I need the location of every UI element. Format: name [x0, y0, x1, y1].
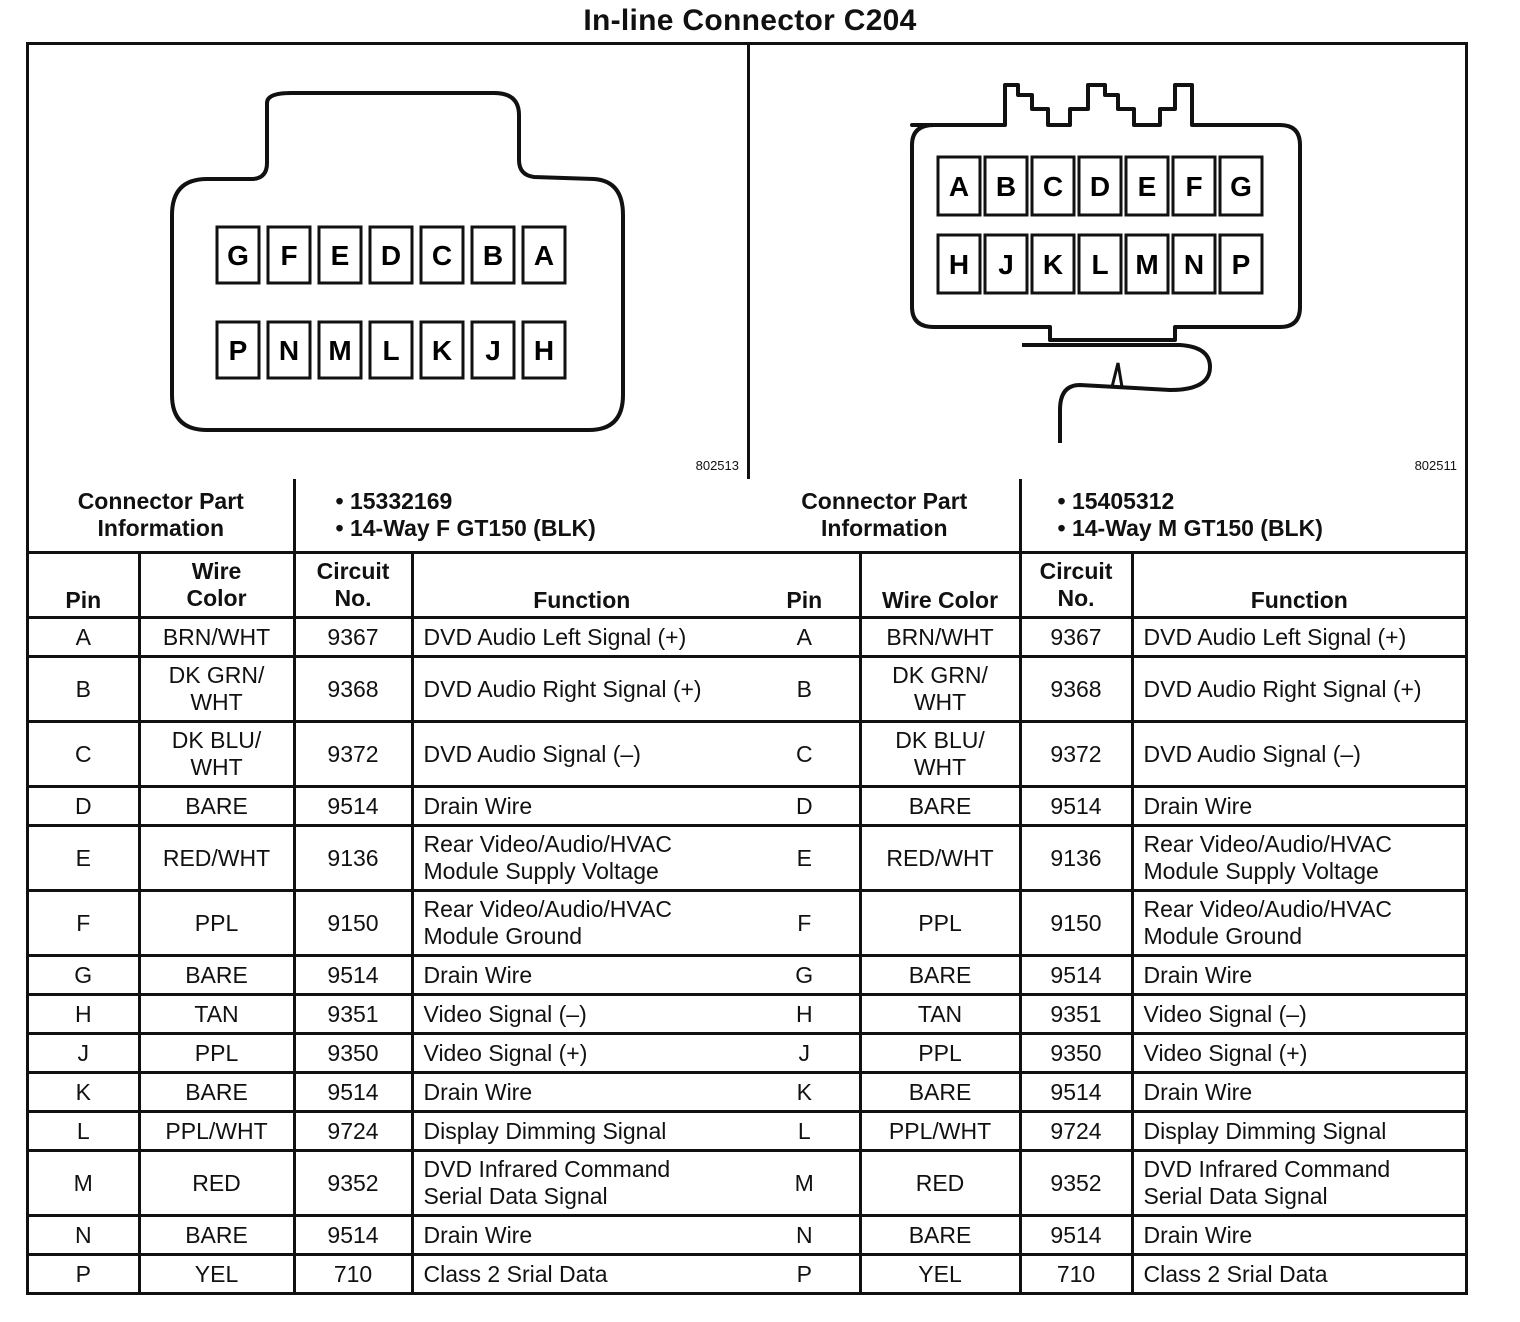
- wire-color-line: BARE: [185, 1078, 248, 1105]
- wire-color-cell: [860, 1112, 1020, 1151]
- wire-color-line: WHT: [913, 689, 967, 715]
- header-line: Wire: [191, 558, 242, 584]
- wire-color-line: TAN: [194, 1000, 239, 1027]
- cavity-label: C: [1042, 171, 1064, 202]
- table-row: [750, 722, 1465, 787]
- function-cell: [412, 826, 750, 891]
- function-line: Module Ground: [423, 923, 583, 949]
- function-cell: [412, 995, 750, 1034]
- pinout-table-male: [750, 479, 1465, 1292]
- header-line: No.: [1057, 585, 1095, 611]
- cavity-label: D: [380, 240, 402, 271]
- cavity-label: G: [1230, 171, 1252, 202]
- function-cell: [412, 1112, 750, 1151]
- pin-cell: C: [750, 722, 860, 787]
- table-row: [750, 1255, 1465, 1293]
- function-cell: [412, 1073, 750, 1112]
- wire-color-cell: [139, 1034, 294, 1073]
- cavity-label: P: [1231, 249, 1251, 280]
- label-line: Information: [97, 515, 224, 541]
- circuit-cell: 9352: [294, 1151, 412, 1216]
- header-wire-color: Wire Color: [860, 553, 1020, 618]
- table-row: [29, 657, 750, 722]
- wire-color-cell: [860, 1216, 1020, 1255]
- circuit-cell: 710: [294, 1255, 412, 1293]
- function-line: Class 2 Srial Data: [1143, 1260, 1328, 1287]
- wire-color-line: PPL/WHT: [165, 1117, 268, 1144]
- function-cell: [1132, 826, 1465, 891]
- function-cell: [1132, 1034, 1465, 1073]
- function-line: DVD Audio Right Signal (+): [423, 675, 702, 702]
- wire-color-line: DK BLU/: [895, 727, 985, 753]
- wire-color-cell: [860, 787, 1020, 826]
- function-line: Video Signal (–): [423, 1000, 587, 1027]
- table-row: [29, 1255, 750, 1293]
- cavity-label: B: [995, 171, 1017, 202]
- wire-color-cell: [860, 956, 1020, 995]
- cavity-label: E: [1137, 171, 1157, 202]
- pinout-table-female: [29, 479, 750, 1292]
- cavity-grid: [938, 157, 1262, 293]
- circuit-cell: 9150: [1020, 891, 1132, 956]
- wire-color-line: RED/WHT: [162, 844, 271, 871]
- pin-cell: D: [29, 787, 139, 826]
- table-row: [29, 995, 750, 1034]
- pin-cell: J: [750, 1034, 860, 1073]
- cavity-label: E: [330, 240, 350, 271]
- table-row: [750, 1112, 1465, 1151]
- wire-color-cell: [860, 657, 1020, 722]
- function-cell: [1132, 657, 1465, 722]
- header-pin: Pin: [29, 553, 139, 618]
- cavity-label: A: [533, 240, 555, 271]
- label-line: Connector Part: [801, 488, 968, 514]
- wire-color-line: BARE: [185, 961, 248, 988]
- circuit-cell: 9350: [1020, 1034, 1132, 1073]
- wire-color-line: DK GRN/: [168, 662, 265, 688]
- function-line: DVD Infrared Command: [1143, 1156, 1391, 1182]
- circuit-cell: 9368: [1020, 657, 1132, 722]
- function-line: Drain Wire: [1143, 792, 1253, 819]
- connector-part-values: [294, 479, 750, 553]
- circuit-cell: 9367: [294, 618, 412, 657]
- wire-color-cell: [860, 1255, 1020, 1293]
- function-cell: [412, 722, 750, 787]
- function-line: Drain Wire: [423, 1078, 533, 1105]
- wire-color-cell: [139, 722, 294, 787]
- pin-cell: N: [29, 1216, 139, 1255]
- cavity-label: H: [948, 249, 970, 280]
- cavity-label: A: [948, 171, 970, 202]
- table-row: [29, 722, 750, 787]
- function-cell: [1132, 722, 1465, 787]
- wire-color-line: BARE: [908, 1221, 972, 1248]
- male-connector-outline: [750, 45, 1465, 479]
- function-cell: [412, 787, 750, 826]
- cavity-label: J: [998, 249, 1014, 280]
- pin-cell: D: [750, 787, 860, 826]
- cavity-label: N: [1183, 249, 1205, 280]
- table-row: [29, 891, 750, 956]
- header-line: Circuit: [1039, 558, 1113, 584]
- function-line: Display Dimming Signal: [423, 1117, 667, 1144]
- cavity-label: J: [485, 335, 501, 366]
- wire-color-cell: [139, 657, 294, 722]
- pin-cell: H: [29, 995, 139, 1034]
- pin-cell: L: [750, 1112, 860, 1151]
- function-line: Video Signal (+): [1143, 1039, 1308, 1066]
- function-line: Video Signal (–): [1143, 1000, 1307, 1027]
- circuit-cell: 9724: [294, 1112, 412, 1151]
- header-circuit: [1020, 553, 1132, 618]
- cavity-grid: [217, 227, 565, 378]
- table-row: [750, 826, 1465, 891]
- circuit-cell: 9136: [294, 826, 412, 891]
- table-row: [750, 1073, 1465, 1112]
- pin-cell: P: [750, 1255, 860, 1293]
- function-line: Drain Wire: [423, 792, 533, 819]
- wire-color-line: PPL: [918, 1039, 962, 1066]
- pin-cell: F: [29, 891, 139, 956]
- pin-cell: B: [750, 657, 860, 722]
- circuit-cell: 9351: [1020, 995, 1132, 1034]
- wire-color-cell: [139, 787, 294, 826]
- wire-color-cell: [139, 956, 294, 995]
- function-cell: [1132, 1216, 1465, 1255]
- table-row: [29, 956, 750, 995]
- female-connector-diagram: [29, 45, 750, 479]
- wire-color-line: BARE: [185, 792, 248, 819]
- wire-color-line: DK GRN/: [892, 662, 988, 688]
- wire-color-cell: [860, 1034, 1020, 1073]
- function-line: Video Signal (+): [423, 1039, 588, 1066]
- wire-color-cell: [139, 1151, 294, 1216]
- cavity-label: H: [533, 335, 555, 366]
- circuit-cell: 9352: [1020, 1151, 1132, 1216]
- wire-color-line: BARE: [908, 961, 972, 988]
- circuit-cell: 9136: [1020, 826, 1132, 891]
- cavity-label: F: [280, 240, 298, 271]
- function-line: Drain Wire: [1143, 1078, 1253, 1105]
- function-line: Drain Wire: [1143, 961, 1253, 988]
- pin-cell: K: [750, 1073, 860, 1112]
- male-connector-diagram: [750, 45, 1465, 479]
- table-row: [29, 618, 750, 657]
- cavity-label: K: [1042, 249, 1064, 280]
- wire-color-line: WHT: [190, 754, 243, 780]
- circuit-cell: 9368: [294, 657, 412, 722]
- wire-color-cell: [139, 891, 294, 956]
- wire-color-line: WHT: [913, 754, 967, 780]
- cavity-label: L: [1091, 249, 1109, 280]
- function-cell: [412, 657, 750, 722]
- circuit-cell: 9372: [294, 722, 412, 787]
- pin-cell: N: [750, 1216, 860, 1255]
- table-row: [29, 1112, 750, 1151]
- wire-color-line: PPL/WHT: [888, 1117, 992, 1144]
- circuit-cell: 9367: [1020, 618, 1132, 657]
- wire-color-cell: [139, 1112, 294, 1151]
- wire-color-line: WHT: [190, 689, 243, 715]
- function-line: Module Ground: [1143, 923, 1303, 949]
- page-title: In-line Connector C204: [583, 4, 917, 37]
- wire-color-cell: [860, 826, 1020, 891]
- function-cell: [412, 1255, 750, 1293]
- function-line: Rear Video/Audio/HVAC: [423, 896, 672, 922]
- female-connector-outline: [29, 45, 747, 479]
- table-row: [29, 787, 750, 826]
- function-cell: [412, 891, 750, 956]
- cavity-label: M: [328, 335, 352, 366]
- function-cell: [412, 1151, 750, 1216]
- function-line: Drain Wire: [423, 961, 533, 988]
- label-line: Connector Part: [77, 488, 244, 514]
- connector-sheet: [26, 42, 1468, 1295]
- function-line: Serial Data Signal: [1143, 1183, 1328, 1209]
- wire-color-line: BRN/WHT: [162, 623, 271, 650]
- cavity-label: D: [1089, 171, 1111, 202]
- cavity-label: K: [431, 335, 453, 366]
- function-cell: [412, 956, 750, 995]
- wire-color-line: BARE: [185, 1221, 248, 1248]
- circuit-cell: 9351: [294, 995, 412, 1034]
- pin-cell: M: [29, 1151, 139, 1216]
- circuit-cell: 9514: [1020, 787, 1132, 826]
- header-pin: Pin: [750, 553, 860, 618]
- function-line: Drain Wire: [1143, 1221, 1253, 1248]
- function-cell: [1132, 891, 1465, 956]
- function-cell: [1132, 956, 1465, 995]
- function-cell: [1132, 618, 1465, 657]
- function-cell: [1132, 995, 1465, 1034]
- wire-color-cell: [139, 995, 294, 1034]
- header-line: Circuit: [316, 558, 390, 584]
- function-line: DVD Audio Signal (–): [1143, 740, 1361, 767]
- wire-color-cell: [139, 1216, 294, 1255]
- function-line: DVD Audio Right Signal (+): [1143, 675, 1422, 702]
- circuit-cell: 9514: [1020, 1216, 1132, 1255]
- pin-cell: G: [29, 956, 139, 995]
- part-description: • 14-Way M GT150 (BLK): [1058, 515, 1455, 542]
- function-cell: [1132, 1112, 1465, 1151]
- function-line: DVD Audio Left Signal (+): [423, 623, 687, 650]
- table-row: [29, 1073, 750, 1112]
- cavity-label: B: [482, 240, 504, 271]
- circuit-cell: 9514: [294, 1216, 412, 1255]
- cavity-label: M: [1135, 249, 1159, 280]
- function-cell: [412, 1216, 750, 1255]
- part-number: • 15332169: [336, 488, 740, 515]
- figure-number: 802513: [695, 458, 739, 473]
- table-row: [750, 618, 1465, 657]
- wire-color-cell: [860, 891, 1020, 956]
- function-line: Class 2 Srial Data: [423, 1260, 608, 1287]
- function-line: DVD Audio Signal (–): [423, 740, 641, 767]
- pin-cell: B: [29, 657, 139, 722]
- wire-color-cell: [860, 1073, 1020, 1112]
- wire-color-line: RED/WHT: [886, 844, 994, 871]
- function-line: Rear Video/Audio/HVAC: [1143, 896, 1392, 922]
- header-line: Color: [186, 585, 247, 611]
- table-row: [750, 1151, 1465, 1216]
- pin-cell: C: [29, 722, 139, 787]
- table-row: [750, 1216, 1465, 1255]
- table-row: [750, 1034, 1465, 1073]
- wire-color-line: BARE: [908, 792, 972, 819]
- function-line: Module Supply Voltage: [423, 858, 659, 884]
- function-cell: [412, 618, 750, 657]
- wire-color-line: TAN: [917, 1000, 963, 1027]
- circuit-cell: 9514: [294, 1073, 412, 1112]
- header-circuit: [294, 553, 412, 618]
- cavity-label: L: [382, 335, 400, 366]
- pin-cell: E: [29, 826, 139, 891]
- function-line: Rear Video/Audio/HVAC: [423, 831, 672, 857]
- wire-color-cell: [860, 618, 1020, 657]
- function-cell: [1132, 787, 1465, 826]
- circuit-cell: 9350: [294, 1034, 412, 1073]
- circuit-cell: 9724: [1020, 1112, 1132, 1151]
- wire-color-cell: [139, 826, 294, 891]
- pin-cell: L: [29, 1112, 139, 1151]
- function-cell: [1132, 1073, 1465, 1112]
- circuit-cell: 9514: [1020, 956, 1132, 995]
- pin-cell: P: [29, 1255, 139, 1293]
- part-description: • 14-Way F GT150 (BLK): [336, 515, 740, 542]
- wire-color-line: RED: [192, 1169, 241, 1196]
- connector-part-values: [1020, 479, 1465, 553]
- table-row: [29, 1216, 750, 1255]
- function-line: Serial Data Signal: [423, 1183, 608, 1209]
- pin-cell: M: [750, 1151, 860, 1216]
- wire-color-line: BARE: [908, 1078, 972, 1105]
- wire-color-cell: [860, 1151, 1020, 1216]
- table-row: [29, 1151, 750, 1216]
- wire-color-cell: [139, 1073, 294, 1112]
- pin-cell: F: [750, 891, 860, 956]
- cavity-label: C: [431, 240, 453, 271]
- function-line: Module Supply Voltage: [1143, 858, 1379, 884]
- function-line: DVD Audio Left Signal (+): [1143, 623, 1407, 650]
- cavity-label: G: [227, 240, 249, 271]
- wire-color-line: PPL: [194, 1039, 239, 1066]
- pin-cell: A: [750, 618, 860, 657]
- table-row: [750, 787, 1465, 826]
- circuit-cell: 9372: [1020, 722, 1132, 787]
- wire-color-cell: [139, 1255, 294, 1293]
- function-line: Display Dimming Signal: [1143, 1117, 1387, 1144]
- header-function: Function: [1132, 553, 1465, 618]
- wire-color-line: PPL: [918, 909, 962, 936]
- function-cell: [1132, 1255, 1465, 1293]
- wire-color-line: RED: [915, 1169, 965, 1196]
- table-row: [29, 826, 750, 891]
- wire-color-line: PPL: [194, 909, 239, 936]
- table-row: [750, 995, 1465, 1034]
- wire-color-line: YEL: [918, 1260, 962, 1287]
- pin-cell: G: [750, 956, 860, 995]
- connector-part-label: [29, 479, 294, 553]
- cavity-label: P: [228, 335, 248, 366]
- function-line: DVD Infrared Command: [423, 1156, 671, 1182]
- wire-color-line: DK BLU/: [171, 727, 262, 753]
- pin-cell: J: [29, 1034, 139, 1073]
- circuit-cell: 9514: [294, 956, 412, 995]
- function-line: Rear Video/Audio/HVAC: [1143, 831, 1392, 857]
- header-wire-color: [139, 553, 294, 618]
- table-row: [750, 657, 1465, 722]
- function-cell: [412, 1034, 750, 1073]
- header-line: No.: [334, 585, 372, 611]
- connector-part-label: [750, 479, 1020, 553]
- wire-color-cell: [139, 618, 294, 657]
- wire-color-line: BRN/WHT: [886, 623, 994, 650]
- wire-color-line: YEL: [194, 1260, 239, 1287]
- table-row: [29, 1034, 750, 1073]
- pin-cell: K: [29, 1073, 139, 1112]
- circuit-cell: 710: [1020, 1255, 1132, 1293]
- pin-cell: E: [750, 826, 860, 891]
- function-cell: [1132, 1151, 1465, 1216]
- figure-number: 802511: [1414, 458, 1457, 473]
- cavity-label: F: [1185, 171, 1203, 202]
- pin-cell: H: [750, 995, 860, 1034]
- circuit-cell: 9514: [1020, 1073, 1132, 1112]
- circuit-cell: 9150: [294, 891, 412, 956]
- circuit-cell: 9514: [294, 787, 412, 826]
- label-line: Information: [821, 515, 948, 541]
- pin-cell: A: [29, 618, 139, 657]
- wire-color-cell: [860, 995, 1020, 1034]
- table-row: [750, 891, 1465, 956]
- header-function: Function: [412, 553, 750, 618]
- part-number: • 15405312: [1058, 488, 1455, 515]
- wire-color-cell: [860, 722, 1020, 787]
- table-row: [750, 956, 1465, 995]
- function-line: Drain Wire: [423, 1221, 533, 1248]
- cavity-label: N: [278, 335, 300, 366]
